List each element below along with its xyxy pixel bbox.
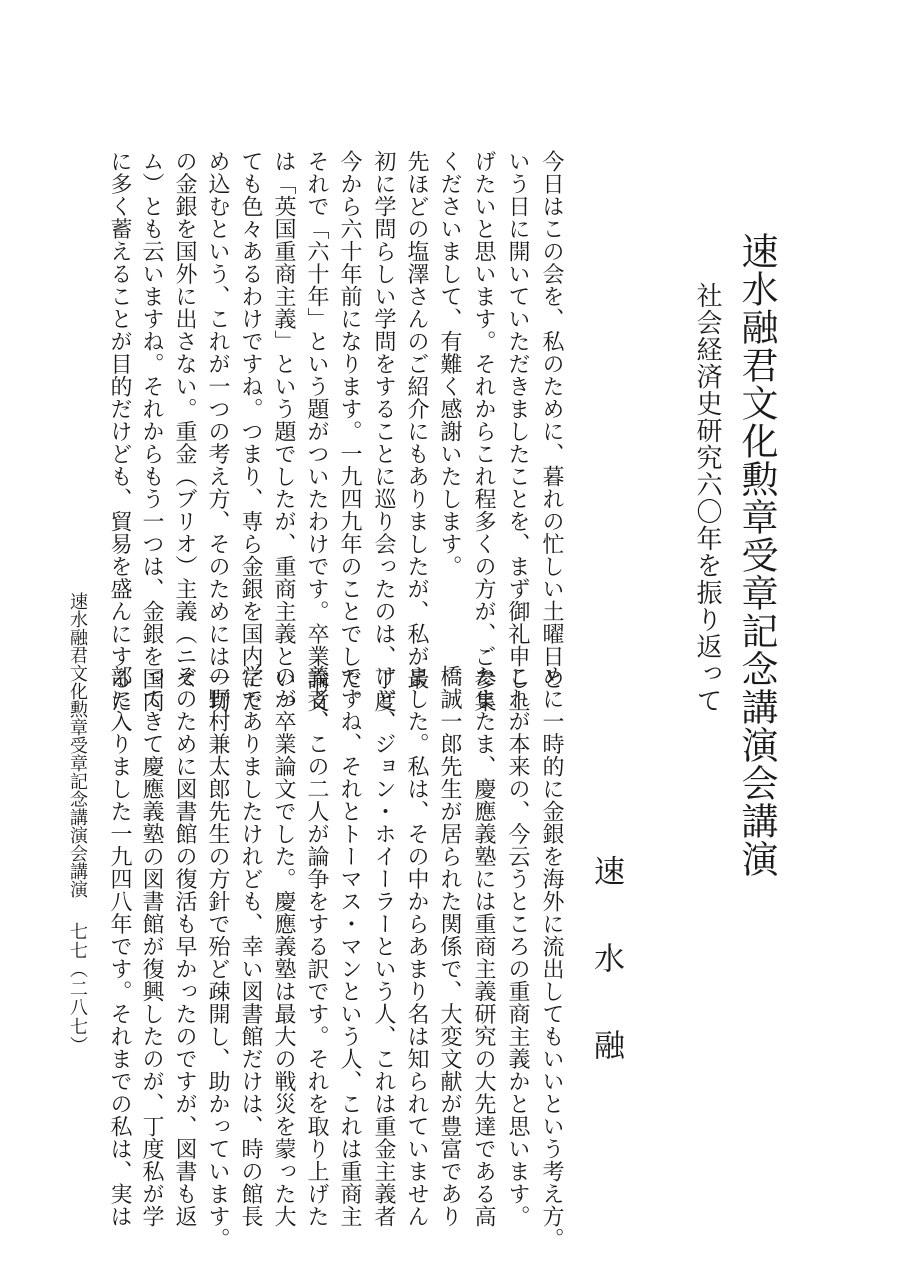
page-number: 七七（二八七） bbox=[67, 922, 88, 1055]
running-head: 速水融君文化勲章受章記念講演会講演 bbox=[67, 592, 88, 898]
body-line: げたいと思います。それからこれ程多くの方が、ご参集 bbox=[471, 150, 496, 713]
lecture-title: 速水融君文化勲章受章記念講演会講演 bbox=[735, 232, 778, 878]
body-line: 橋誠一郎先生が居られた関係で、大変文献が豊富であり bbox=[437, 665, 462, 1228]
body-line: いう日に開いていただきましたことを、まず御礼申し上 bbox=[505, 150, 530, 713]
author-name: 速水融 bbox=[588, 855, 624, 1116]
body-line: ました。私は、その中からあまり名は知られていません bbox=[404, 665, 429, 1228]
body-line: ですね、それとトーマス・マンという人、これは重商主 bbox=[337, 665, 362, 1228]
body-line: の金銀を国外に出さない。重金（ブリオ）主義（ニズ bbox=[172, 150, 197, 690]
body-line: に多く蓄えることが目的だけども、貿易を盛んにするた bbox=[107, 150, 132, 713]
body-line: 今から六十年前になります。一九四九年のことでした。 bbox=[337, 150, 362, 713]
body-line: くださいまして、有難く感謝いたします。 bbox=[437, 150, 462, 578]
body-line: の野村兼太郎先生の方針で殆ど疎開し、助かっています。 bbox=[205, 665, 230, 1250]
body-line: め込むという、これが一つの考え方、そのためには一切 bbox=[205, 150, 230, 713]
body-line: 学でありましたけれども、幸い図書館だけは、時の館長 bbox=[238, 665, 263, 1228]
body-line: めに一時的に金銀を海外に流出してもいいという考え方。 bbox=[539, 665, 564, 1250]
body-line: 先ほどの塩澤さんのご紹介にもありましたが、私が最 bbox=[404, 150, 429, 690]
body-line: それで「六十年」という題がついたわけです。卒業論文 bbox=[304, 150, 329, 713]
body-line: たまたま、慶應義塾には重商主義研究の大先達である高 bbox=[471, 665, 496, 1228]
body-line: ム）とも云いますね。それからもう一つは、金銀を国内 bbox=[139, 150, 164, 713]
body-line: ってきて慶應義塾の図書館が復興したのが、丁度私が学 bbox=[139, 665, 164, 1228]
body-line: 今日はこの会を、私のために、暮れの忙しい土曜日と bbox=[539, 150, 564, 690]
lecture-subtitle: 社会経済史研究六〇年を振り返って bbox=[692, 282, 722, 714]
body-line: ても色々あるわけですね。つまり、専ら金銀を国内にた bbox=[238, 150, 263, 713]
body-line: けど、ジョン・ホイーラーという人、これは重金主義者 bbox=[371, 665, 396, 1228]
body-line: は「英国重商主義」という題でしたが、重商主義といっ bbox=[271, 150, 296, 713]
body-line: 部に入りました一九四八年です。それまでの私は、実は bbox=[107, 665, 132, 1228]
body-line: 初に学問らしい学問をすることに巡り会ったのは、丁度 bbox=[371, 150, 396, 713]
body-line: そのために図書館の復活も早かったのですが、図書も返 bbox=[172, 665, 197, 1228]
body-line: 義者、この二人が論争をする訳です。それを取り上げた bbox=[304, 665, 329, 1228]
body-line: これが本来の、今云うところの重商主義かと思います。 bbox=[505, 665, 530, 1228]
body-line: のが卒業論文でした。慶應義塾は最大の戦災を蒙った大 bbox=[271, 665, 296, 1228]
